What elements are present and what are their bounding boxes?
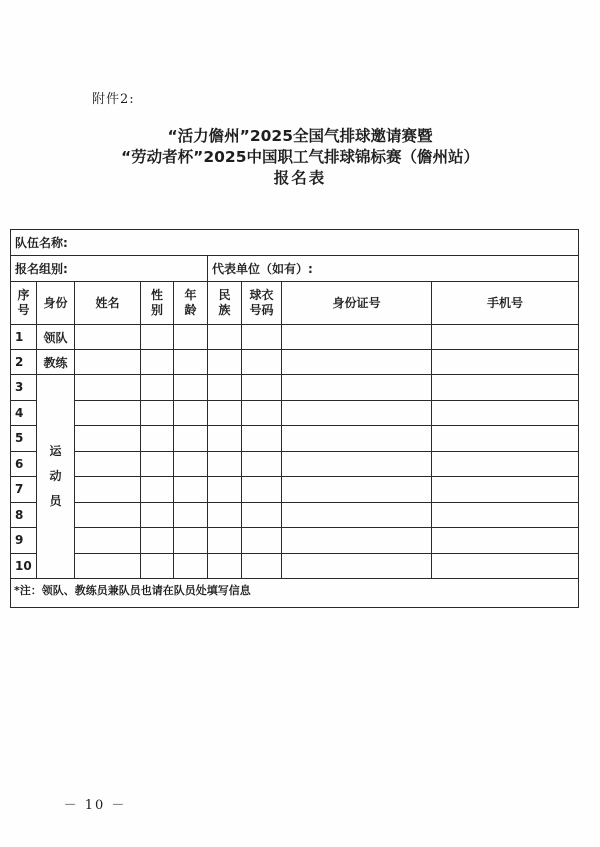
- cell-name[interactable]: [75, 502, 141, 528]
- cell-age[interactable]: [174, 553, 208, 579]
- row-number: 10: [11, 553, 37, 579]
- cell-ethnicity[interactable]: [208, 477, 242, 503]
- role-coach: 教练: [37, 350, 75, 375]
- title-line-1: “活力儋州”2025全国气排球邀请赛暨: [167, 127, 433, 145]
- cell-phone[interactable]: [432, 426, 579, 452]
- team-name-row: [11, 230, 579, 256]
- cell-name[interactable]: [75, 451, 141, 477]
- unit-label: 代表单位（如有）:: [208, 256, 579, 282]
- cell-ethnicity[interactable]: [208, 400, 242, 426]
- team-name-label: 队伍名称:: [11, 230, 579, 256]
- cell-phone[interactable]: [432, 451, 579, 477]
- cell-ethnicity[interactable]: [208, 350, 242, 375]
- title-line-3: 报名表: [273, 169, 327, 187]
- cell-jersey[interactable]: [242, 400, 282, 426]
- cell-phone[interactable]: [432, 553, 579, 579]
- cell-phone[interactable]: [432, 350, 579, 375]
- cell-id-number[interactable]: [282, 400, 432, 426]
- table-row: [11, 502, 579, 528]
- cell-phone[interactable]: [432, 502, 579, 528]
- cell-id-number[interactable]: [282, 451, 432, 477]
- cell-id-number[interactable]: [282, 426, 432, 452]
- cell-id-number[interactable]: [282, 553, 432, 579]
- cell-phone[interactable]: [432, 400, 579, 426]
- page-number: － 10 －: [63, 798, 127, 813]
- cell-gender[interactable]: [141, 325, 174, 350]
- row-number: 7: [11, 477, 37, 503]
- cell-id-number[interactable]: [282, 528, 432, 554]
- role-leader: 领队: [37, 325, 75, 350]
- note-row: [11, 579, 579, 608]
- cell-name[interactable]: [75, 325, 141, 350]
- header-id-number: 身份证号: [282, 282, 432, 325]
- cell-jersey[interactable]: [242, 426, 282, 452]
- table-row: [11, 553, 579, 579]
- table-row: [11, 350, 579, 375]
- cell-ethnicity[interactable]: [208, 426, 242, 452]
- cell-ethnicity[interactable]: [208, 375, 242, 401]
- cell-age[interactable]: [174, 350, 208, 375]
- cell-gender[interactable]: [141, 375, 174, 401]
- cell-age[interactable]: [174, 451, 208, 477]
- table-row: [11, 375, 579, 401]
- table-row: [11, 477, 579, 503]
- cell-jersey[interactable]: [242, 553, 282, 579]
- table-row: [11, 426, 579, 452]
- cell-gender[interactable]: [141, 400, 174, 426]
- cell-ethnicity[interactable]: [208, 553, 242, 579]
- cell-age[interactable]: [174, 502, 208, 528]
- group-label: 报名组别:: [11, 256, 208, 282]
- cell-age[interactable]: [174, 477, 208, 503]
- attachment-label: 附件2:: [92, 92, 135, 107]
- cell-age[interactable]: [174, 400, 208, 426]
- cell-jersey[interactable]: [242, 502, 282, 528]
- cell-phone[interactable]: [432, 375, 579, 401]
- cell-age[interactable]: [174, 528, 208, 554]
- table-row: [11, 325, 579, 350]
- row-number: 4: [11, 400, 37, 426]
- cell-jersey[interactable]: [242, 375, 282, 401]
- header-jersey: 球衣 号码: [242, 282, 282, 325]
- cell-gender[interactable]: [141, 528, 174, 554]
- table-row: [11, 451, 579, 477]
- header-gender: 性 别: [141, 282, 174, 325]
- cell-gender[interactable]: [141, 477, 174, 503]
- cell-name[interactable]: [75, 400, 141, 426]
- header-ethnicity: 民 族: [208, 282, 242, 325]
- cell-name[interactable]: [75, 350, 141, 375]
- header-row: [11, 282, 579, 325]
- table-row: [11, 400, 579, 426]
- cell-jersey[interactable]: [242, 350, 282, 375]
- registration-form-table: [10, 229, 579, 608]
- cell-name[interactable]: [75, 375, 141, 401]
- cell-name[interactable]: [75, 553, 141, 579]
- header-role: 身份: [37, 282, 75, 325]
- note-text: *注：领队、教练员兼队员也请在队员处填写信息: [11, 579, 579, 608]
- cell-id-number[interactable]: [282, 477, 432, 503]
- cell-gender[interactable]: [141, 350, 174, 375]
- cell-id-number[interactable]: [282, 350, 432, 375]
- cell-gender[interactable]: [141, 451, 174, 477]
- cell-id-number[interactable]: [282, 325, 432, 350]
- row-number: 9: [11, 528, 37, 554]
- role-athlete: 运 动 员: [37, 375, 75, 579]
- cell-gender[interactable]: [141, 502, 174, 528]
- cell-age[interactable]: [174, 325, 208, 350]
- row-number: 3: [11, 375, 37, 401]
- cell-name[interactable]: [75, 426, 141, 452]
- cell-id-number[interactable]: [282, 375, 432, 401]
- title-line-2: “劳动者杯”2025中国职工气排球锦标赛（儋州站）: [120, 148, 479, 166]
- cell-name[interactable]: [75, 528, 141, 554]
- row-number: 1: [11, 325, 37, 350]
- cell-id-number[interactable]: [282, 502, 432, 528]
- header-name: 姓名: [75, 282, 141, 325]
- cell-ethnicity[interactable]: [208, 502, 242, 528]
- cell-jersey[interactable]: [242, 451, 282, 477]
- header-age: 年 龄: [174, 282, 208, 325]
- group-unit-row: [11, 256, 579, 282]
- table-row: [11, 528, 579, 554]
- cell-gender[interactable]: [141, 553, 174, 579]
- cell-jersey[interactable]: [242, 477, 282, 503]
- cell-name[interactable]: [75, 477, 141, 503]
- row-number: 2: [11, 350, 37, 375]
- row-number: 8: [11, 502, 37, 528]
- cell-ethnicity[interactable]: [208, 451, 242, 477]
- cell-phone[interactable]: [432, 477, 579, 503]
- header-phone: 手机号: [432, 282, 579, 325]
- title-block: [0, 126, 600, 189]
- cell-jersey[interactable]: [242, 528, 282, 554]
- row-number: 5: [11, 426, 37, 452]
- row-number: 6: [11, 451, 37, 477]
- cell-phone[interactable]: [432, 528, 579, 554]
- cell-age[interactable]: [174, 375, 208, 401]
- cell-jersey[interactable]: [242, 325, 282, 350]
- header-seq: 序 号: [11, 282, 37, 325]
- cell-ethnicity[interactable]: [208, 325, 242, 350]
- cell-phone[interactable]: [432, 325, 579, 350]
- cell-age[interactable]: [174, 426, 208, 452]
- cell-ethnicity[interactable]: [208, 528, 242, 554]
- cell-gender[interactable]: [141, 426, 174, 452]
